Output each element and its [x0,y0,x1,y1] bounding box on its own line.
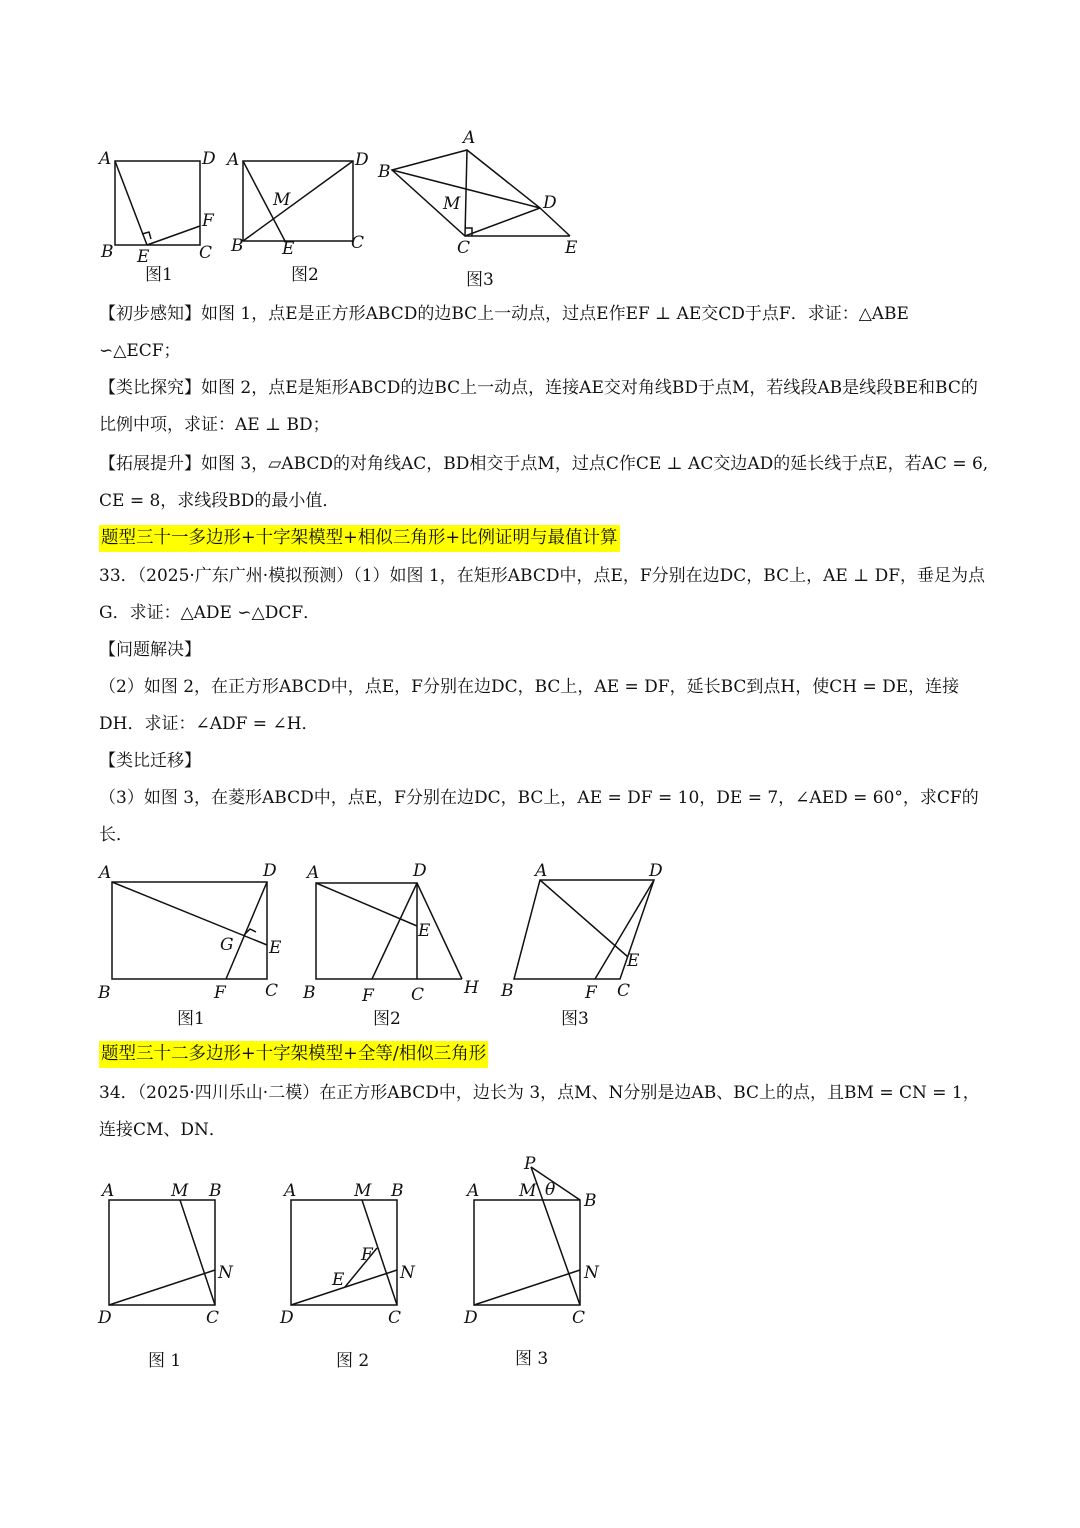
label-c: C [351,233,365,253]
figure-q34-3 [460,1150,620,1375]
label-d: D [355,150,369,170]
figure-q32-2 [225,145,375,290]
square-abcd [115,161,200,245]
q34-text: 34．（2025·四川乐山·二模）在正方形ABCD中，边长为 3，点M、N分别是边AB、BC上的点，且BM = CN = 1，连接CM、DN． [99,1083,980,1140]
label-h: H [464,978,479,998]
label-f: F [361,1245,373,1265]
label-a: A [307,863,320,883]
label-c: C [617,981,631,1001]
topic-31-heading: 题型三十一多边形+十字架模型+相似三角形+比例证明与最值计算 [99,525,620,552]
label-n: N [400,1263,415,1283]
figure-q33-3 [495,858,685,1033]
label-m: M [171,1181,189,1201]
square-abcd [316,883,417,979]
label-f: F [585,983,597,1003]
label-b: B [378,162,391,182]
segment-ae [316,883,417,926]
label-theta: θ [545,1180,556,1200]
label-d: D [413,861,427,881]
label-c: C [388,1308,402,1328]
label-d: D [464,1308,478,1328]
label-f: F [362,986,374,1006]
label-a: A [535,861,548,881]
label-c: C [411,985,425,1005]
label-e: E [627,951,640,971]
figure-q32-1-drawing [95,145,225,290]
label-n: N [584,1263,599,1283]
label-d: D [649,861,663,881]
label-f: F [214,983,226,1003]
segment-ac [465,150,467,236]
label-b: B [209,1181,222,1201]
label-a: A [102,1181,115,1201]
figure-q33-2-drawing [300,858,490,1033]
figure-q34-1-drawing [95,1175,255,1375]
label-n: N [218,1263,233,1283]
segment-ae [115,161,147,245]
label-e: E [332,1270,345,1290]
figure-q33-3-drawing [495,858,685,1033]
label-a: A [99,863,112,883]
label-a: A [284,1181,297,1201]
label-a: A [463,128,476,148]
label-d: D [280,1308,294,1328]
label-c: C [206,1308,220,1328]
caption: 图1 [177,1009,205,1029]
diagonal-bd [243,161,353,241]
q32-analogy: 【类比探究】如图 2，点E是矩形ABCD的边BC上一动点，连接AE交对角线BD于点M，若线段AB是线段BE和BC的比例中项，求证：AE ⊥ BD； [99,378,978,435]
q33-part1: 33．（2025·广东广州·模拟预测）（1）如图 1，在矩形ABCD中，点E，F分别在边DC，BC上，AE ⊥ DF，垂足为点G．求证：△ADE ∽△DCF． [99,566,986,623]
label-c: C [457,238,471,258]
q32-perception: 【初步感知】如图 1，点E是正方形ABCD的边BC上一动点，过点E作EF ⊥ AE交CD于点F．求证：△ABE ∽△ECF； [99,304,909,361]
label-p: P [524,1154,536,1174]
q33-part3: （3）如图 3，在菱形ABCD中，点E，F分别在边DC，BC上，AE = DF = 10，DE = 7，∠AED = 60°，求CF的长． [99,788,979,845]
label-e: E [418,921,431,941]
label-a: A [467,1181,480,1201]
figure-q33-1 [95,858,295,1033]
figure-q34-3-drawing [460,1150,620,1375]
caption: 图1 [145,265,173,285]
label-c: C [199,243,213,263]
label-m: M [443,194,461,214]
label-d: D [263,861,277,881]
figure-q34-1 [95,1175,255,1375]
label-b: B [501,981,514,1001]
figure-q32-3-drawing [375,125,595,290]
caption: 图 3 [515,1349,549,1369]
caption: 图3 [561,1009,589,1029]
label-d: D [543,193,557,213]
caption: 图 1 [148,1351,182,1371]
q33-heading-analogy-transfer: 【类比迁移】 [99,751,201,771]
label-d: D [202,149,216,169]
caption: 图2 [373,1009,401,1029]
label-b: B [98,983,111,1003]
q33-part2: （2）如图 2，在正方形ABCD中，点E，F分别在边DC，BC上，AE = DF，延长BC到点H，使CH = DE，连接DH．求证：∠ADF = ∠H． [99,677,960,734]
caption: 图 2 [336,1351,370,1371]
caption: 图3 [466,270,494,290]
label-a: A [227,150,240,170]
q32-extension: 【拓展提升】如图 3，▱ABCD的对角线AC，BD相交于点M，过点C作CE ⊥ AC交边AD的延长线于点E，若AC = 6, CE = 8，求线段BD的最小值． [99,454,989,511]
segment-dn [109,1270,215,1305]
caption: 图2 [291,265,319,285]
figure-q33-2 [300,858,490,1033]
label-m: M [354,1181,372,1201]
figure-q34-2 [277,1175,437,1375]
q33-heading-problem-solving: 【问题解决】 [99,640,201,660]
figure-q32-1 [95,145,225,290]
square-abcd [474,1200,580,1305]
label-e: E [137,247,150,267]
label-e: E [269,938,282,958]
segment-ef [147,226,200,245]
label-b: B [303,983,316,1003]
segment-df [372,883,417,979]
label-m: M [519,1181,537,1201]
square-abcd [109,1200,215,1305]
label-b: B [101,242,114,262]
label-m: M [273,190,291,210]
label-c: C [572,1308,586,1328]
label-a: A [99,149,112,169]
segment-pb [531,1167,580,1200]
topic-32-heading: 题型三十二多边形+十字架模型+全等/相似三角形 [99,1041,488,1068]
figure-q34-2-drawing [277,1175,437,1375]
segment-dn [474,1270,580,1305]
figure-q32-3 [375,125,595,290]
label-b: B [584,1191,597,1211]
label-e: E [565,238,578,258]
figure-q32-2-drawing [225,145,375,290]
rectangle-abcd [112,882,267,979]
figure-q33-1-drawing [95,858,295,1033]
label-e: E [282,239,295,259]
label-b: B [391,1181,404,1201]
label-d: D [98,1308,112,1328]
label-f: F [202,211,214,231]
label-c: C [265,981,279,1001]
segment-cm [180,1200,215,1305]
label-b: B [231,236,244,256]
label-g: G [220,935,234,955]
